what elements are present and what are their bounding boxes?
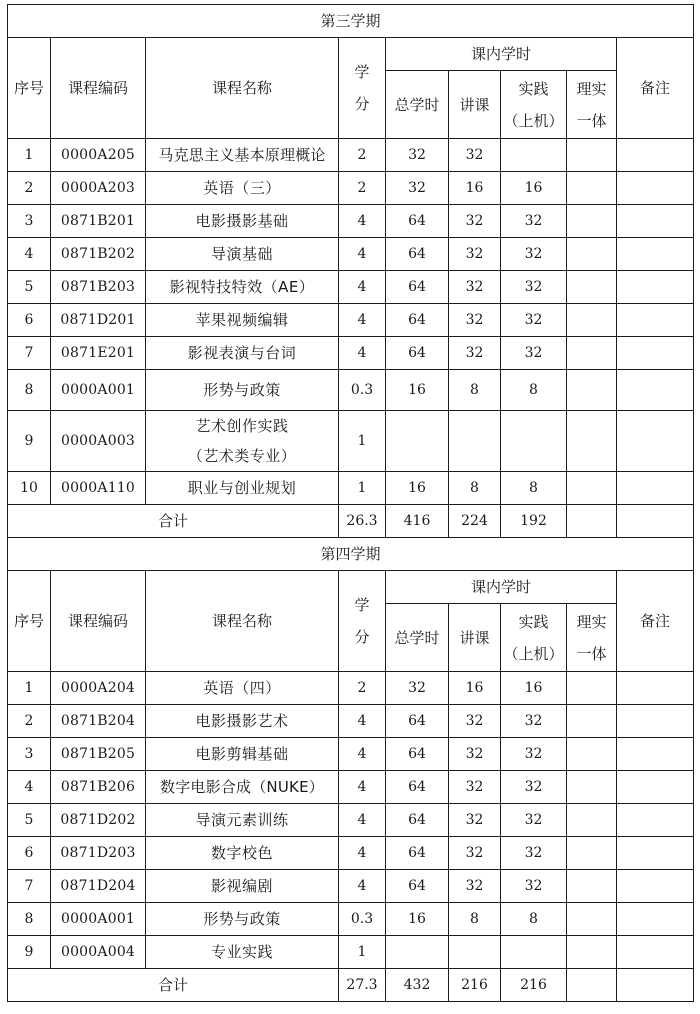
- cell-name: 英语（四）: [146, 672, 339, 705]
- cell-name-line2: （艺术类专业）: [187, 447, 297, 465]
- cell-integrated: [567, 705, 617, 738]
- header-practice-a: 实践: [518, 612, 549, 631]
- cell-name: 形势与政策: [146, 903, 339, 936]
- cell-credit: 4: [339, 738, 386, 771]
- total-lecture: 224: [449, 505, 501, 538]
- cell-remarks: [617, 139, 694, 172]
- header-hours-group: 课内学时: [386, 571, 617, 604]
- cell-integrated: [567, 738, 617, 771]
- cell-credit: 4: [339, 870, 386, 903]
- cell-name: 专业实践: [146, 936, 339, 969]
- cell-integrated: [567, 771, 617, 804]
- cell-code: 0871B202: [51, 238, 146, 271]
- header-seq: 序号: [8, 571, 51, 672]
- cell-name: 英语（三）: [146, 172, 339, 205]
- cell-code: 0000A001: [51, 903, 146, 936]
- table-row: [8, 271, 694, 304]
- cell-total: 64: [386, 238, 449, 271]
- cell-remarks: [617, 172, 694, 205]
- cell-seq: 1: [8, 139, 51, 172]
- cell-lecture: 32: [449, 139, 501, 172]
- header-code: 课程编码: [51, 571, 146, 672]
- cell-credit: 0.3: [339, 370, 386, 411]
- cell-practice: 32: [501, 271, 567, 304]
- cell-total: 64: [386, 705, 449, 738]
- cell-total: 64: [386, 337, 449, 370]
- cell-credit: 2: [339, 139, 386, 172]
- cell-lecture: 16: [449, 172, 501, 205]
- cell-name: 形势与政策: [146, 370, 339, 411]
- cell-remarks: [617, 205, 694, 238]
- cell-integrated: [567, 304, 617, 337]
- cell-remarks: [617, 804, 694, 837]
- cell-remarks: [617, 903, 694, 936]
- total-lecture: 216: [449, 969, 501, 1002]
- header-seq: 序号: [8, 38, 51, 139]
- header-credit: [339, 38, 386, 139]
- cell-seq: 2: [8, 705, 51, 738]
- cell-remarks: [617, 472, 694, 505]
- cell-name: 影视表演与台词: [146, 337, 339, 370]
- cell-remarks: [617, 238, 694, 271]
- cell-credit: 4: [339, 705, 386, 738]
- cell-lecture: 32: [449, 837, 501, 870]
- cell-integrated: [567, 936, 617, 969]
- header-practice: [501, 71, 567, 139]
- cell-total: 32: [386, 139, 449, 172]
- header-practice-b: （上机）: [503, 644, 564, 663]
- cell-seq: 7: [8, 870, 51, 903]
- cell-integrated: [567, 205, 617, 238]
- total-row: [8, 969, 694, 1002]
- cell-remarks: [617, 870, 694, 903]
- cell-code: 0871E201: [51, 337, 146, 370]
- cell-practice: 32: [501, 238, 567, 271]
- cell-integrated: [567, 672, 617, 705]
- header-credit: [339, 571, 386, 672]
- cell-integrated: [567, 804, 617, 837]
- header-total-hours: 总学时: [386, 604, 449, 672]
- cell-lecture: 32: [449, 304, 501, 337]
- cell-code: 0871B205: [51, 738, 146, 771]
- table-row: [8, 172, 694, 205]
- cell-lecture: [449, 936, 501, 969]
- cell-total: 32: [386, 172, 449, 205]
- header-integrated-a: 理实: [576, 612, 607, 631]
- header-remarks: 备注: [617, 38, 694, 139]
- table-row: [8, 672, 694, 705]
- cell-lecture: 32: [449, 738, 501, 771]
- header-total-hours: 总学时: [386, 71, 449, 139]
- cell-name: [146, 411, 339, 472]
- total-practice: 216: [501, 969, 567, 1002]
- cell-credit: 4: [339, 205, 386, 238]
- cell-practice: 32: [501, 705, 567, 738]
- cell-code: 0871B206: [51, 771, 146, 804]
- cell-code: 0871D202: [51, 804, 146, 837]
- cell-integrated: [567, 139, 617, 172]
- total-practice: 192: [501, 505, 567, 538]
- cell-credit: 4: [339, 238, 386, 271]
- header-name: 课程名称: [146, 571, 339, 672]
- cell-credit: 4: [339, 837, 386, 870]
- header-remarks: 备注: [617, 571, 694, 672]
- cell-lecture: 32: [449, 337, 501, 370]
- total-row: [8, 505, 694, 538]
- cell-remarks: [617, 411, 694, 472]
- cell-lecture: [449, 411, 501, 472]
- header-credit-b: 分: [354, 95, 370, 113]
- cell-total: 64: [386, 205, 449, 238]
- semester4-section: [8, 538, 694, 1002]
- table-row: [8, 304, 694, 337]
- cell-seq: 1: [8, 672, 51, 705]
- cell-practice: 8: [501, 903, 567, 936]
- cell-practice: 32: [501, 337, 567, 370]
- cell-total: 16: [386, 370, 449, 411]
- cell-total: 64: [386, 738, 449, 771]
- header-credit-b: 分: [354, 628, 370, 646]
- header-name: 课程名称: [146, 38, 339, 139]
- cell-seq: 3: [8, 738, 51, 771]
- total-integrated: [567, 505, 617, 538]
- cell-remarks: [617, 771, 694, 804]
- cell-seq: 5: [8, 804, 51, 837]
- cell-seq: 9: [8, 411, 51, 472]
- cell-integrated: [567, 870, 617, 903]
- cell-credit: 4: [339, 771, 386, 804]
- cell-practice: [501, 411, 567, 472]
- cell-remarks: [617, 738, 694, 771]
- cell-lecture: 16: [449, 672, 501, 705]
- cell-seq: 2: [8, 172, 51, 205]
- total-remarks: [617, 505, 694, 538]
- cell-code: 0000A004: [51, 936, 146, 969]
- cell-code: 0871B204: [51, 705, 146, 738]
- cell-practice: 32: [501, 738, 567, 771]
- cell-practice: [501, 139, 567, 172]
- cell-lecture: 32: [449, 870, 501, 903]
- curriculum-document: [7, 4, 693, 1002]
- cell-seq: 10: [8, 472, 51, 505]
- cell-name: 苹果视频编辑: [146, 304, 339, 337]
- cell-credit: 0.3: [339, 903, 386, 936]
- cell-total: 64: [386, 304, 449, 337]
- cell-total: 64: [386, 804, 449, 837]
- cell-practice: 8: [501, 370, 567, 411]
- cell-credit: 1: [339, 936, 386, 969]
- cell-credit: 2: [339, 672, 386, 705]
- header-hours-group: 课内学时: [386, 38, 617, 71]
- cell-seq: 7: [8, 337, 51, 370]
- cell-seq: 6: [8, 304, 51, 337]
- cell-lecture: 32: [449, 804, 501, 837]
- table-row: [8, 738, 694, 771]
- total-integrated: [567, 969, 617, 1002]
- cell-seq: 3: [8, 205, 51, 238]
- cell-code: 0000A003: [51, 411, 146, 472]
- cell-name: 数字校色: [146, 837, 339, 870]
- cell-total: 16: [386, 472, 449, 505]
- cell-practice: 16: [501, 672, 567, 705]
- cell-seq: 4: [8, 238, 51, 271]
- table-row: [8, 903, 694, 936]
- cell-practice: 8: [501, 472, 567, 505]
- cell-practice: 32: [501, 771, 567, 804]
- cell-credit: 1: [339, 411, 386, 472]
- cell-lecture: 32: [449, 271, 501, 304]
- header-practice-a: 实践: [518, 79, 549, 98]
- cell-lecture: 32: [449, 705, 501, 738]
- semester3-title: 第三学期: [8, 5, 694, 38]
- cell-lecture: 32: [449, 771, 501, 804]
- table-row: [8, 804, 694, 837]
- cell-total: 64: [386, 771, 449, 804]
- total-remarks: [617, 969, 694, 1002]
- cell-name: 导演元素训练: [146, 804, 339, 837]
- cell-remarks: [617, 705, 694, 738]
- cell-remarks: [617, 271, 694, 304]
- cell-credit: 4: [339, 304, 386, 337]
- table-row: [8, 472, 694, 505]
- header-integrated-b: 一体: [576, 644, 607, 663]
- table-row: [8, 705, 694, 738]
- cell-lecture: 8: [449, 472, 501, 505]
- cell-code: 0000A205: [51, 139, 146, 172]
- cell-integrated: [567, 238, 617, 271]
- cell-name: 电影摄影基础: [146, 205, 339, 238]
- cell-practice: 32: [501, 804, 567, 837]
- table-row: [8, 411, 694, 472]
- cell-name: 电影摄影艺术: [146, 705, 339, 738]
- cell-code: 0871D201: [51, 304, 146, 337]
- cell-lecture: 32: [449, 205, 501, 238]
- table-row: [8, 870, 694, 903]
- header-integrated-b: 一体: [576, 111, 607, 130]
- cell-credit: 4: [339, 337, 386, 370]
- header-practice: [501, 604, 567, 672]
- table-row: [8, 205, 694, 238]
- cell-integrated: [567, 172, 617, 205]
- cell-lecture: 8: [449, 903, 501, 936]
- table-row: [8, 238, 694, 271]
- cell-remarks: [617, 936, 694, 969]
- cell-remarks: [617, 370, 694, 411]
- cell-integrated: [567, 903, 617, 936]
- semester3-section: [8, 5, 694, 538]
- header-practice-b: （上机）: [503, 111, 564, 130]
- table-row: [8, 936, 694, 969]
- cell-name: 影视特技特效（AE）: [146, 271, 339, 304]
- cell-name: 职业与创业规划: [146, 472, 339, 505]
- cell-integrated: [567, 837, 617, 870]
- cell-total: [386, 936, 449, 969]
- cell-practice: 32: [501, 205, 567, 238]
- cell-name: 电影剪辑基础: [146, 738, 339, 771]
- cell-credit: 4: [339, 804, 386, 837]
- cell-remarks: [617, 672, 694, 705]
- cell-integrated: [567, 271, 617, 304]
- cell-practice: [501, 936, 567, 969]
- cell-total: [386, 411, 449, 472]
- cell-seq: 4: [8, 771, 51, 804]
- header-integrated: [567, 604, 617, 672]
- cell-practice: 32: [501, 870, 567, 903]
- cell-integrated: [567, 337, 617, 370]
- cell-seq: 9: [8, 936, 51, 969]
- cell-credit: 4: [339, 271, 386, 304]
- cell-lecture: 8: [449, 370, 501, 411]
- cell-code: 0000A110: [51, 472, 146, 505]
- total-label: 合计: [8, 505, 339, 538]
- cell-credit: 1: [339, 472, 386, 505]
- cell-seq: 8: [8, 903, 51, 936]
- table-row: [8, 837, 694, 870]
- cell-seq: 6: [8, 837, 51, 870]
- table-row: [8, 139, 694, 172]
- cell-total: 64: [386, 837, 449, 870]
- total-label: 合计: [8, 969, 339, 1002]
- cell-credit: 2: [339, 172, 386, 205]
- cell-code: 0000A203: [51, 172, 146, 205]
- total-hours: 432: [386, 969, 449, 1002]
- cell-total: 32: [386, 672, 449, 705]
- curriculum-table: [7, 4, 694, 1002]
- cell-integrated: [567, 411, 617, 472]
- header-credit-a: 学: [354, 63, 370, 81]
- cell-integrated: [567, 370, 617, 411]
- cell-total: 64: [386, 271, 449, 304]
- cell-total: 16: [386, 903, 449, 936]
- cell-remarks: [617, 837, 694, 870]
- semester4-title: 第四学期: [8, 538, 694, 571]
- header-lecture: 讲课: [449, 604, 501, 672]
- cell-code: 0871D203: [51, 837, 146, 870]
- cell-practice: 32: [501, 304, 567, 337]
- cell-remarks: [617, 304, 694, 337]
- cell-name: 数字电影合成（NUKE）: [146, 771, 339, 804]
- cell-code: 0871D204: [51, 870, 146, 903]
- total-hours: 416: [386, 505, 449, 538]
- header-integrated-a: 理实: [576, 79, 607, 98]
- cell-integrated: [567, 472, 617, 505]
- header-lecture: 讲课: [449, 71, 501, 139]
- cell-name-line1: 艺术创作实践: [195, 417, 289, 435]
- cell-seq: 5: [8, 271, 51, 304]
- cell-code: 0871B203: [51, 271, 146, 304]
- cell-total: 64: [386, 870, 449, 903]
- header-credit-a: 学: [354, 596, 370, 614]
- total-credit: 26.3: [339, 505, 386, 538]
- cell-name: 影视编剧: [146, 870, 339, 903]
- cell-practice: 32: [501, 837, 567, 870]
- cell-code: 0000A204: [51, 672, 146, 705]
- table-row: [8, 771, 694, 804]
- header-code: 课程编码: [51, 38, 146, 139]
- table-row: [8, 337, 694, 370]
- cell-lecture: 32: [449, 238, 501, 271]
- cell-remarks: [617, 337, 694, 370]
- cell-name: 导演基础: [146, 238, 339, 271]
- cell-code: 0871B201: [51, 205, 146, 238]
- cell-seq: 8: [8, 370, 51, 411]
- header-integrated: [567, 71, 617, 139]
- cell-practice: 16: [501, 172, 567, 205]
- cell-code: 0000A001: [51, 370, 146, 411]
- table-row: [8, 370, 694, 411]
- total-credit: 27.3: [339, 969, 386, 1002]
- cell-name: 马克思主义基本原理概论: [146, 139, 339, 172]
